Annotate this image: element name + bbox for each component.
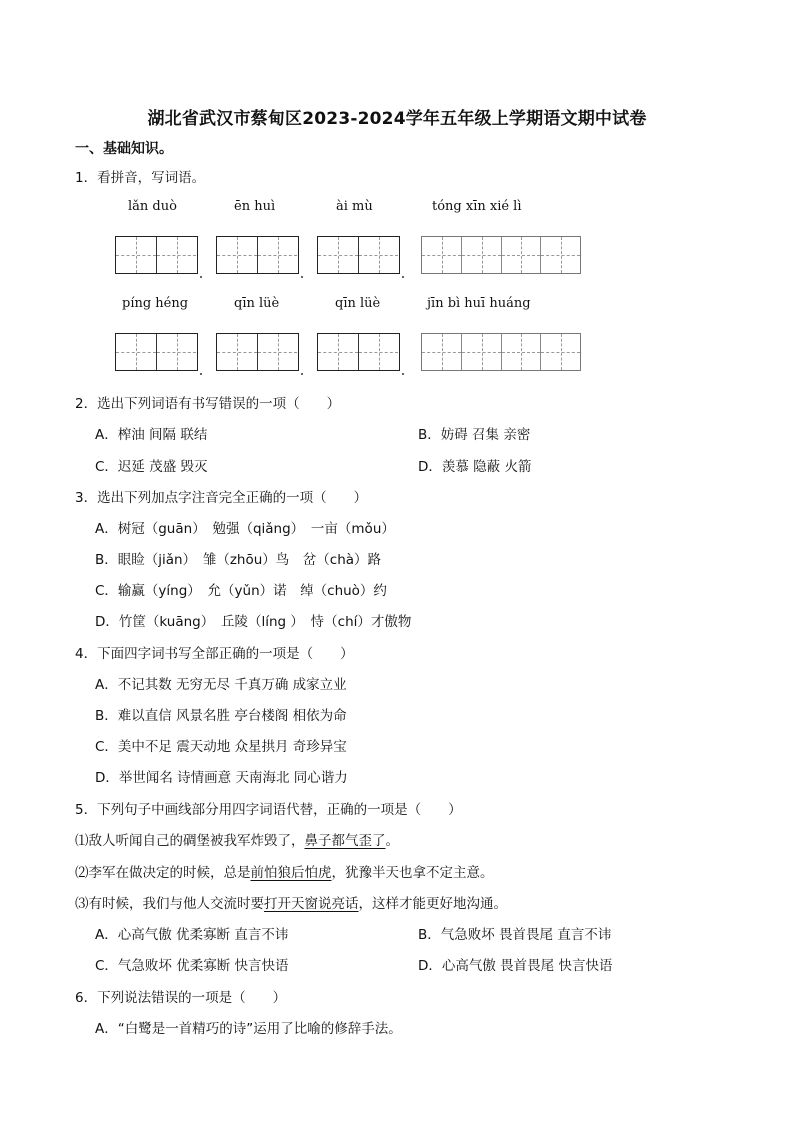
option-c[interactable]: C．气急败坏 优柔寡断 快言快语 <box>95 958 289 974</box>
option-c[interactable]: C．输赢（yíng） 允（yǔn）诺 绰（chuò）约 <box>95 583 387 599</box>
question-3-stem: 3．选出下列加点字注音完全正确的一项（ ） <box>75 490 368 506</box>
pinyin-2: ēn huì <box>234 199 276 214</box>
writing-grid[interactable] <box>421 236 581 274</box>
pinyin-8: jīn bì huī huáng <box>427 296 531 311</box>
option-a[interactable]: A．心高气傲 优柔寡断 直言不讳 <box>95 927 289 943</box>
option-c[interactable]: C．美中不足 震天动地 众星拱月 奇珍异宝 <box>95 739 347 755</box>
pinyin-3: ài mù <box>336 199 373 214</box>
underlined-phrase: 打开天窗说亮话 <box>264 896 359 912</box>
option-a[interactable]: A．“白鹭是一首精巧的诗”运用了比喻的修辞手法。 <box>95 1021 402 1037</box>
option-b[interactable]: B．气急败坏 畏首畏尾 直言不讳 <box>418 927 612 943</box>
option-a[interactable]: A．榨油 间隔 联结 <box>95 427 208 443</box>
sentence-3: ⑶有时候，我们与他人交流时要打开天窗说亮话，这样才能更好地沟通。 <box>75 896 507 912</box>
writing-grid[interactable] <box>317 236 400 274</box>
option-c[interactable]: C．迟延 茂盛 毁灭 <box>95 459 208 475</box>
page-title: 湖北省武汉市蔡甸区2023-2024学年五年级上学期语文期中试卷 <box>147 109 647 129</box>
question-5-stem: 5．下列句子中画线部分用四字词语代替，正确的一项是（ ） <box>75 802 462 818</box>
section-heading: 一、基础知识。 <box>75 141 173 157</box>
option-a[interactable]: A．不记其数 无穷无尽 千真万确 成家立业 <box>95 677 347 693</box>
pinyin-4: tóng xīn xié lì <box>432 199 522 214</box>
option-d[interactable]: D．心高气傲 畏首畏尾 快言快语 <box>418 958 613 974</box>
option-b[interactable]: B．妨碍 召集 亲密 <box>418 427 531 443</box>
option-b[interactable]: B．难以直信 风景名胜 亭台楼阁 相依为命 <box>95 708 347 724</box>
underlined-phrase: 前怕狼后怕虎 <box>250 865 332 881</box>
writing-grid[interactable] <box>115 333 198 371</box>
pinyin-1: lǎn duò <box>128 199 177 214</box>
option-d[interactable]: D．竹筐（kuāng） 丘陵（líng ） 恃（chí）才傲物 <box>95 614 412 630</box>
option-d[interactable]: D．羡慕 隐蔽 火箭 <box>418 459 532 475</box>
sentence-2: ⑵李军在做决定的时候，总是前怕狼后怕虎，犹豫半天也拿不定主意。 <box>75 865 494 881</box>
writing-grid[interactable] <box>115 236 198 274</box>
option-b[interactable]: B．眼睑（jiǎn） 雏（zhōu）鸟 岔（chà）路 <box>95 552 382 568</box>
writing-grid[interactable] <box>421 333 581 371</box>
underlined-phrase: 鼻子都气歪了 <box>304 833 386 849</box>
pinyin-5: píng héng <box>122 296 189 311</box>
question-1-stem: 1．看拼音，写词语。 <box>75 170 206 186</box>
question-6-stem: 6．下列说法错误的一项是（ ） <box>75 990 287 1006</box>
pinyin-6: qīn lüè <box>234 296 280 311</box>
question-2-stem: 2．选出下列词语有书写错误的一项（ ） <box>75 396 341 412</box>
writing-grid[interactable] <box>216 333 299 371</box>
option-a[interactable]: A．树冠（guān） 勉强（qiǎng） 一亩（mǒu） <box>95 521 395 537</box>
pinyin-7: qīn lüè <box>335 296 381 311</box>
option-d[interactable]: D．举世闻名 诗情画意 天南海北 同心谐力 <box>95 770 348 786</box>
question-4-stem: 4．下面四字词书写全部正确的一项是（ ） <box>75 646 354 662</box>
writing-grid[interactable] <box>216 236 299 274</box>
writing-grid[interactable] <box>317 333 400 371</box>
sentence-1: ⑴敌人听闻自己的碉堡被我军炸毁了，鼻子都气歪了。 <box>75 833 399 849</box>
